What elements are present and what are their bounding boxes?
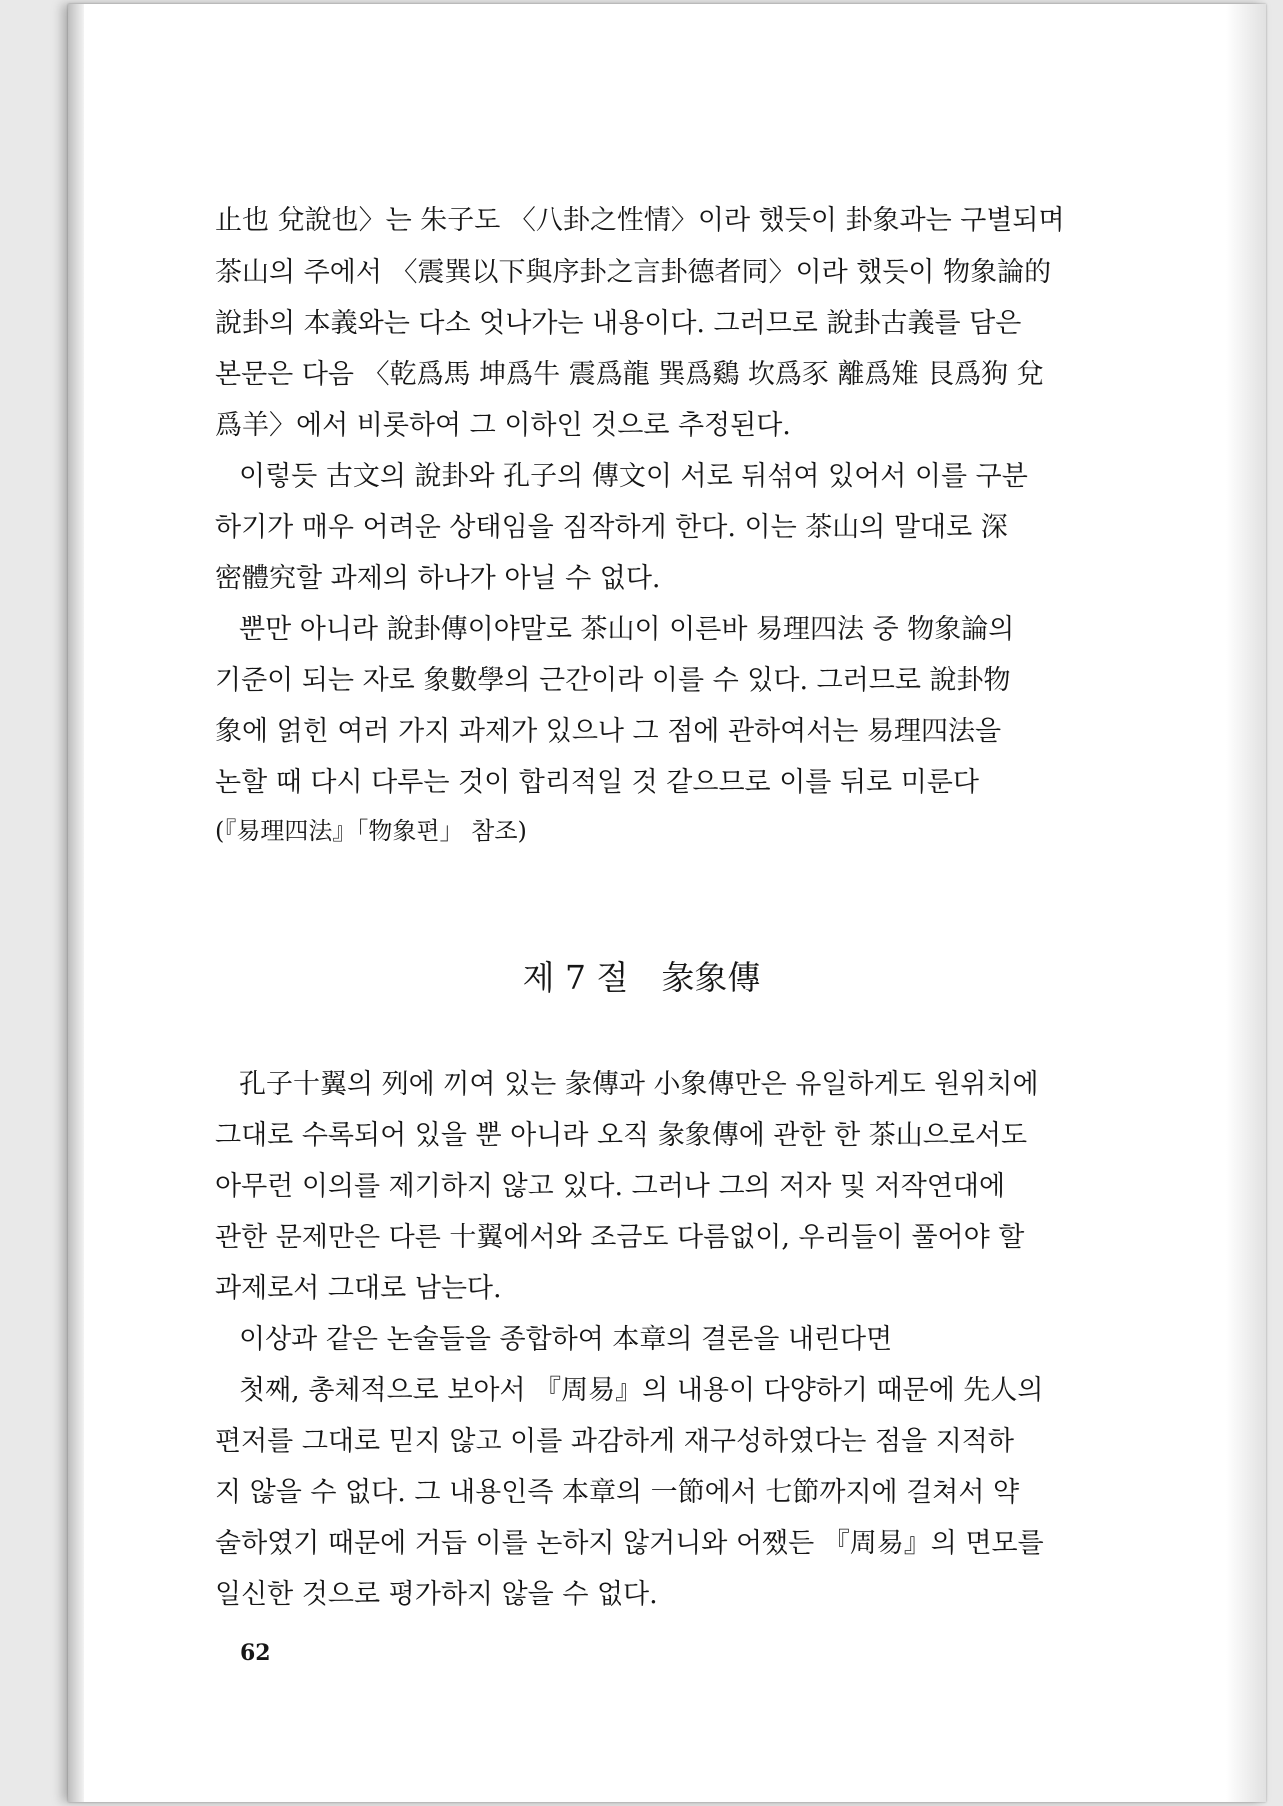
text-line: 논할 때 다시 다루는 것이 합리적일 것 같으므로 이를 뒤로 미룬다 — [215, 767, 979, 798]
page-number: 62 — [240, 1640, 271, 1666]
text-line: 하기가 매우 어려운 상태임을 짐작하게 한다. 이는 茶山의 말대로 深 — [215, 512, 1008, 543]
page-edge-shadow — [1226, 4, 1266, 1802]
section-heading: 제 7 절 彖象傳 — [522, 958, 761, 997]
text-line: 爲羊〉에서 비롯하여 그 이하인 것으로 추정된다. — [215, 410, 791, 441]
text-line: 뿐만 아니라 說卦傳이야말로 茶山이 이른바 易理四法 중 物象論의 — [239, 614, 1015, 645]
text-line: 止也 兌說也〉는 朱子도 〈八卦之性情〉이라 했듯이 卦象과는 구별되며 — [215, 205, 1065, 236]
text-line: 본문은 다음 〈乾爲馬 坤爲牛 震爲龍 巽爲鷄 坎爲豕 離爲雉 艮爲狗 兌 — [215, 359, 1044, 390]
text-line: 편저를 그대로 믿지 않고 이를 과감하게 재구성하였다는 점을 지적하 — [215, 1426, 1014, 1457]
text-line: 茶山의 주에서 〈震巽以下與序卦之言卦德者同〉이라 했듯이 物象論的 — [215, 257, 1052, 288]
text-line: 說卦의 本義와는 다소 엇나가는 내용이다. 그러므로 說卦古義를 담은 — [215, 308, 1022, 339]
text-line: 孔子十翼의 列에 끼여 있는 彖傳과 小象傳만은 유일하게도 원위치에 — [239, 1069, 1039, 1100]
text-line: 과제로서 그대로 남는다. — [215, 1273, 502, 1304]
text-line: (『易理四法』「物象편」 참조) — [215, 817, 527, 845]
text-line: 이상과 같은 논술들을 종합하여 本章의 결론을 내린다면 — [239, 1324, 893, 1355]
text-line: 기준이 되는 자로 象數學의 근간이라 이를 수 있다. 그러므로 說卦物 — [215, 665, 1011, 696]
page-spine-shadow — [68, 4, 84, 1802]
text-line: 密體究할 과제의 하나가 아닐 수 없다. — [215, 563, 661, 594]
text-line: 지 않을 수 없다. 그 내용인즉 本章의 一節에서 七節까지에 걸쳐서 약 — [215, 1477, 1020, 1508]
text-line: 술하였기 때문에 거듭 이를 논하지 않거니와 어쨌든 『周易』의 면모를 — [215, 1528, 1044, 1559]
text-line: 象에 얽힌 여러 가지 과제가 있으나 그 점에 관하여서는 易理四法을 — [215, 716, 1002, 747]
text-line: 아무런 이의를 제기하지 않고 있다. 그러나 그의 저자 및 저작연대에 — [215, 1171, 1006, 1202]
text-line: 그대로 수록되어 있을 뿐 아니라 오직 彖象傳에 관한 한 茶山으로서도 — [215, 1120, 1028, 1151]
text-line: 관한 문제만은 다른 十翼에서와 조금도 다름없이, 우리들이 풀어야 할 — [215, 1222, 1025, 1253]
text-line: 첫째, 총체적으로 보아서 『周易』의 내용이 다양하기 때문에 先人의 — [239, 1375, 1044, 1406]
text-line: 이렇듯 古文의 說卦와 孔子의 傳文이 서로 뒤섞여 있어서 이를 구분 — [239, 461, 1028, 492]
text-line: 일신한 것으로 평가하지 않을 수 없다. — [215, 1579, 658, 1610]
